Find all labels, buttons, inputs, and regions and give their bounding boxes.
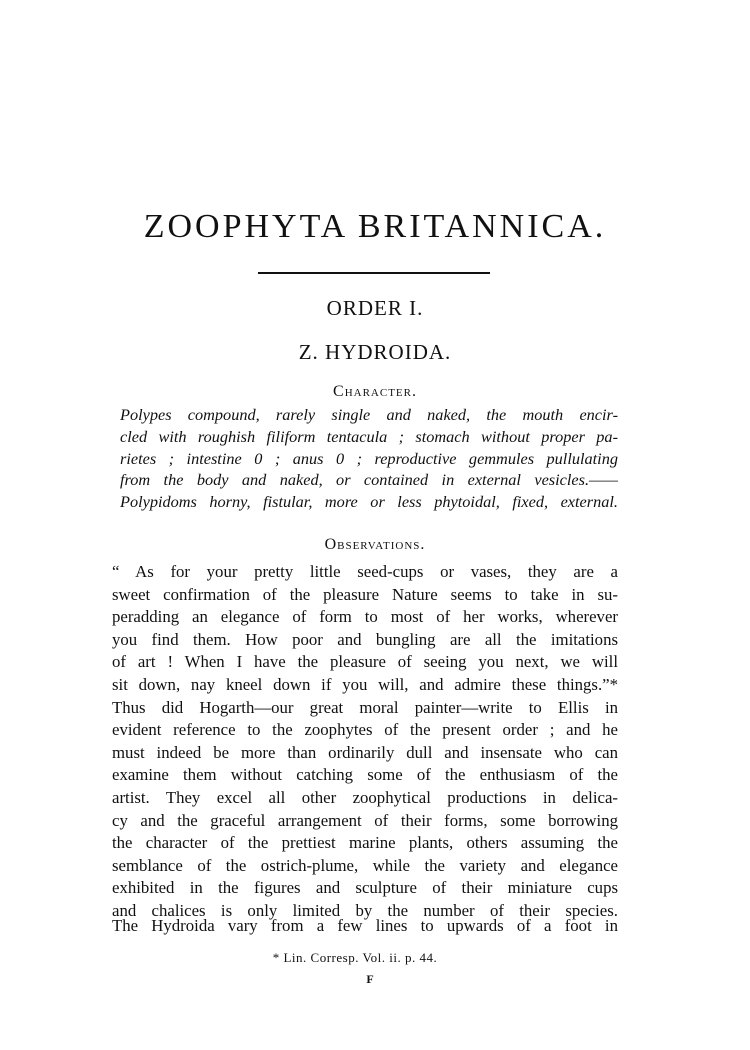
- body-line: and chalices is only limited by the number of their species.: [112, 900, 618, 920]
- observations-heading: Observations.: [324, 536, 426, 553]
- character-line: rietes ; intestine 0 ; anus 0 ; reproductive gemmules pullulating: [120, 448, 618, 468]
- body-line: evident reference to the zoophytes of the present order ; and he: [112, 720, 618, 740]
- title-divider: [258, 272, 490, 274]
- body-line: semblance of the ostrich-plume, while the variety and elegance: [112, 855, 618, 875]
- signature-mark: F: [366, 972, 374, 986]
- page-title: ZOOPHYTA BRITANNICA.: [143, 208, 607, 245]
- character-heading: Character.: [333, 383, 417, 400]
- character-line: from the body and naked, or contained in external vesicles.——: [120, 470, 618, 490]
- body-line: Thus did Hogarth—our great moral painter—write to Ellis in: [112, 697, 618, 717]
- character-line: Polypidoms horny, fistular, more or less phytoidal, fixed, external.: [120, 492, 618, 512]
- body-line: of art ! When I have the pleasure of seeing you next, we will: [112, 652, 618, 672]
- continuation-line: The Hydroida vary from a few lines to upwards of a foot in: [112, 916, 618, 935]
- character-line: cled with roughish filiform tentacula ; stomach without proper pa-: [120, 426, 618, 446]
- character-description: [112, 404, 618, 513]
- body-line: cy and the graceful arrangement of their forms, some borrowing: [112, 810, 618, 830]
- body-line: the character of the prettiest marine plants, others assuming the: [112, 833, 618, 853]
- footnote: * Lin. Corresp. Vol. ii. p. 44.: [272, 950, 438, 965]
- body-line: sweet confirmation of the pleasure Nature seems to take in su-: [112, 584, 618, 604]
- body-line: examine them without catching some of the enthusiasm of the: [112, 765, 618, 785]
- body-line: sit down, nay kneel down if you will, and admire these things.”*: [112, 674, 618, 694]
- body-line: peradding an elegance of form to most of her works, wherever: [112, 607, 618, 627]
- suborder-heading: Z. HYDROIDA.: [298, 340, 452, 364]
- body-line: must indeed be more than ordinarily dull and insensate who can: [112, 742, 618, 762]
- body-line: exhibited in the figures and sculpture of their miniature cups: [112, 878, 618, 898]
- body-line: “ As for your pretty little seed-cups or vases, they are a: [112, 562, 618, 581]
- observations-paragraph: [112, 561, 618, 923]
- order-heading: ORDER I.: [326, 296, 424, 320]
- character-line: Polypes compound, rarely single and naked, the mouth encir-: [120, 405, 618, 424]
- body-line: artist. They excel all other zoophytical productions in delica-: [112, 787, 618, 807]
- body-line: you find them. How poor and bungling are all the imitations: [112, 629, 618, 649]
